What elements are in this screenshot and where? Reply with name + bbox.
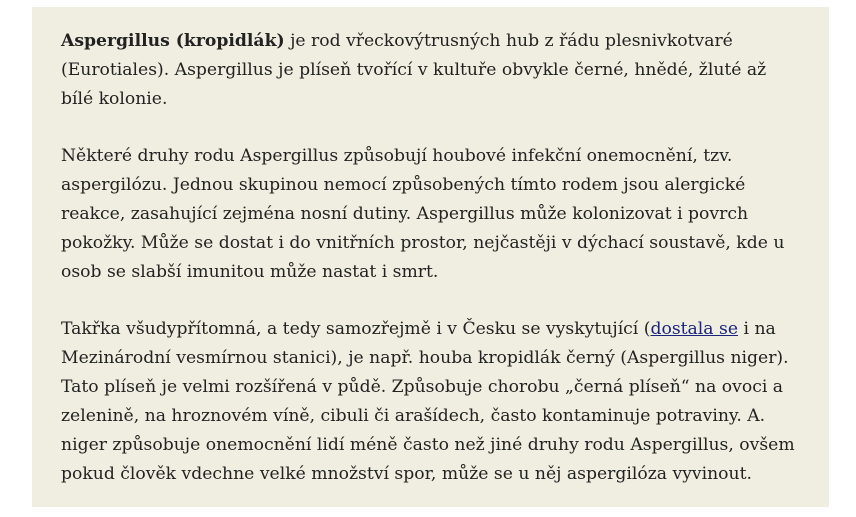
paragraph-niger: [61, 315, 801, 489]
paragraph-intro-text: je rod vřeckovýtrusných hub z řádu plesnivkotvaré (Eurotiales). Aspergillus je plíseň tvořící v kultuře obvykle černé, hnědé, žluté až bílé kolonie.: [61, 31, 767, 109]
paragraph-infection: [61, 142, 801, 287]
paragraph-infection-text: Některé druhy rodu Aspergillus způsobují houbové infekční onemocnění, tzv. aspergilózu. Jednou skupinou nemocí způsobených tímto rodem jsou alergické reakce, zasahující zejména nosní dutiny. Aspergillus může kolonizovat i povrch pokožky. Může se dostat i do vnitřních prostor, nejčastěji v dýchací soustavě, kde u osob se slabší imunitou může nastat i smrt.: [61, 146, 785, 282]
paragraph-niger-text-after: i na Mezinárodní vesmírnou stanici), je např. houba kropidlák černý (Aspergillus niger). Tato plíseň je velmi rozšířená v půdě. Způsobuje chorobu „černá plíseň“ na ovoci a zelenině, na hroznovém víně, cibuli či arašídech, často kontaminuje potraviny. A. niger způsobuje onemocnění lidí méně často než jiné druhy rodu Aspergillus, ovšem pokud člověk vdechne velké množství spor, může se u něj aspergilóza vyvinout.: [61, 319, 795, 484]
bold-term: Aspergillus (kropidlák): [61, 31, 285, 51]
iss-link[interactable]: dostala se: [650, 319, 739, 339]
paragraph-niger-text-before: Takřka všudypřítomná, a tedy samozřejmě i v Česku se vyskytující (: [61, 319, 651, 339]
paragraph-intro: [61, 27, 801, 114]
article-box: [32, 7, 829, 507]
